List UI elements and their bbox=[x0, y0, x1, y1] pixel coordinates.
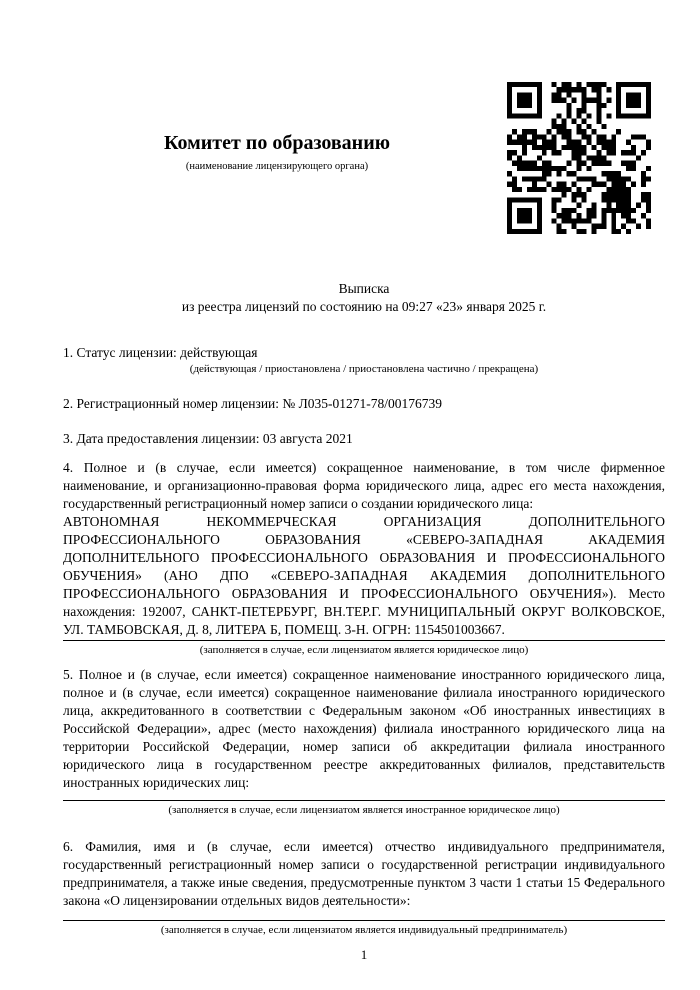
field-legal-entity-label: 4. Полное и (в случае, если имеется) сокращенное наименование, в том числе фирменное наименование, и организационно-правовая форма юридического лица, адрес его места нахождения, государственный регистрационный номер записи о создании юридического лица: bbox=[63, 460, 665, 511]
status-options-note: (действующая / приостановлена / приостановлена частично / прекращена) bbox=[189, 363, 539, 375]
field-registration-number: 2. Регистрационный номер лицензии: № Л035-01271-78/00176739 bbox=[63, 396, 443, 411]
document-body bbox=[63, 344, 665, 963]
separator-line bbox=[63, 800, 665, 801]
field-entrepreneur-label: 6. Фамилия, имя и (в случае, если имеется) отчество индивидуального предпринимателя, государственный регистрационный номер записи о государственной регистрации индивидуального предпринимателя, а также иные сведения, предусмотренные пунктом 3 части 1 статьи 15 Федерального закона «О лицензировании отдельных видов деятельности»: bbox=[63, 839, 665, 908]
field-foreign-entity-label: 5. Полное и (в случае, если имеется) сокращенное наименование иностранного юридического лица, полное и (в случае, если имеется) сокращенное наименование филиала иностранного юридического лица, аккредитованного в соответствии с Федеральным законом «Об иностранных инвестициях в Российской Федерации», адрес (место нахождения) филиала иностранного юридического лица на территории Российской Федерации, номер записи об аккредитации филиала иностранного юридического лица в государственном реестре аккредитованных филиалов, представительств иностранных юридических лиц: bbox=[63, 667, 665, 790]
field-grant-date: 3. Дата предоставления лицензии: 03 августа 2021 bbox=[63, 431, 353, 446]
separator-line bbox=[63, 920, 665, 921]
page-title bbox=[63, 280, 665, 315]
page-number: 1 bbox=[360, 947, 368, 962]
doc-title-line2: из реестра лицензий по состоянию на 09:27 «23» января 2025 г. bbox=[181, 298, 547, 314]
licensing-authority-name: Комитет по образованию bbox=[164, 132, 390, 154]
footnote-foreign-entity: (заполняется в случае, если лицензиатом является иностранное юридическое лицо) bbox=[168, 804, 560, 816]
field-license-status: 1. Статус лицензии: действующая bbox=[63, 345, 258, 360]
licensing-authority-caption: (наименование лицензирующего органа) bbox=[185, 161, 369, 172]
field-legal-entity-value: АВТОНОМНАЯ НЕКОММЕРЧЕСКАЯ ОРГАНИЗАЦИЯ ДОПОЛНИТЕЛЬНОГО ПРОФЕССИОНАЛЬНОГО ОБРАЗОВАНИЯ «СЕВЕРО-ЗАПАДНАЯ АКАДЕМИЯ ДОПОЛНИТЕЛЬНОГО ПРОФЕССИОНАЛЬНОГО ОБРАЗОВАНИЯ И ПРОФЕССИОНАЛЬНОГО ОБУЧЕНИЯ» (АНО ДПО «СЕВЕРО-ЗАПАДНАЯ АКАДЕМИЯ ДОПОЛНИТЕЛЬНОГО ПРОФЕССИОНАЛЬНОГО ОБРАЗОВАНИЯ И ПРОФЕССИОНАЛЬНОГО ОБУЧЕНИЯ»). Место нахождения: 192007, САНКТ-ПЕТЕРБУРГ, ВН.ТЕР.Г. МУНИЦИПАЛЬНЫЙ ОКРУГ ВОЛКОВСКОЕ, УЛ. ТАМБОВСКАЯ, Д. 8, ЛИТЕРА Б, ПОМЕЩ. 3-Н. ОГРН: 1154501003667. bbox=[63, 514, 665, 637]
doc-title-line1: Выписка bbox=[338, 281, 390, 296]
footnote-legal-entity: (заполняется в случае, если лицензиатом является юридическое лицо) bbox=[199, 644, 529, 656]
qr-code-icon bbox=[507, 82, 651, 234]
separator-line bbox=[63, 640, 665, 641]
licensing-authority-block bbox=[63, 131, 491, 173]
footnote-entrepreneur: (заполняется в случае, если лицензиатом является индивидуальный предприниматель) bbox=[160, 924, 568, 936]
